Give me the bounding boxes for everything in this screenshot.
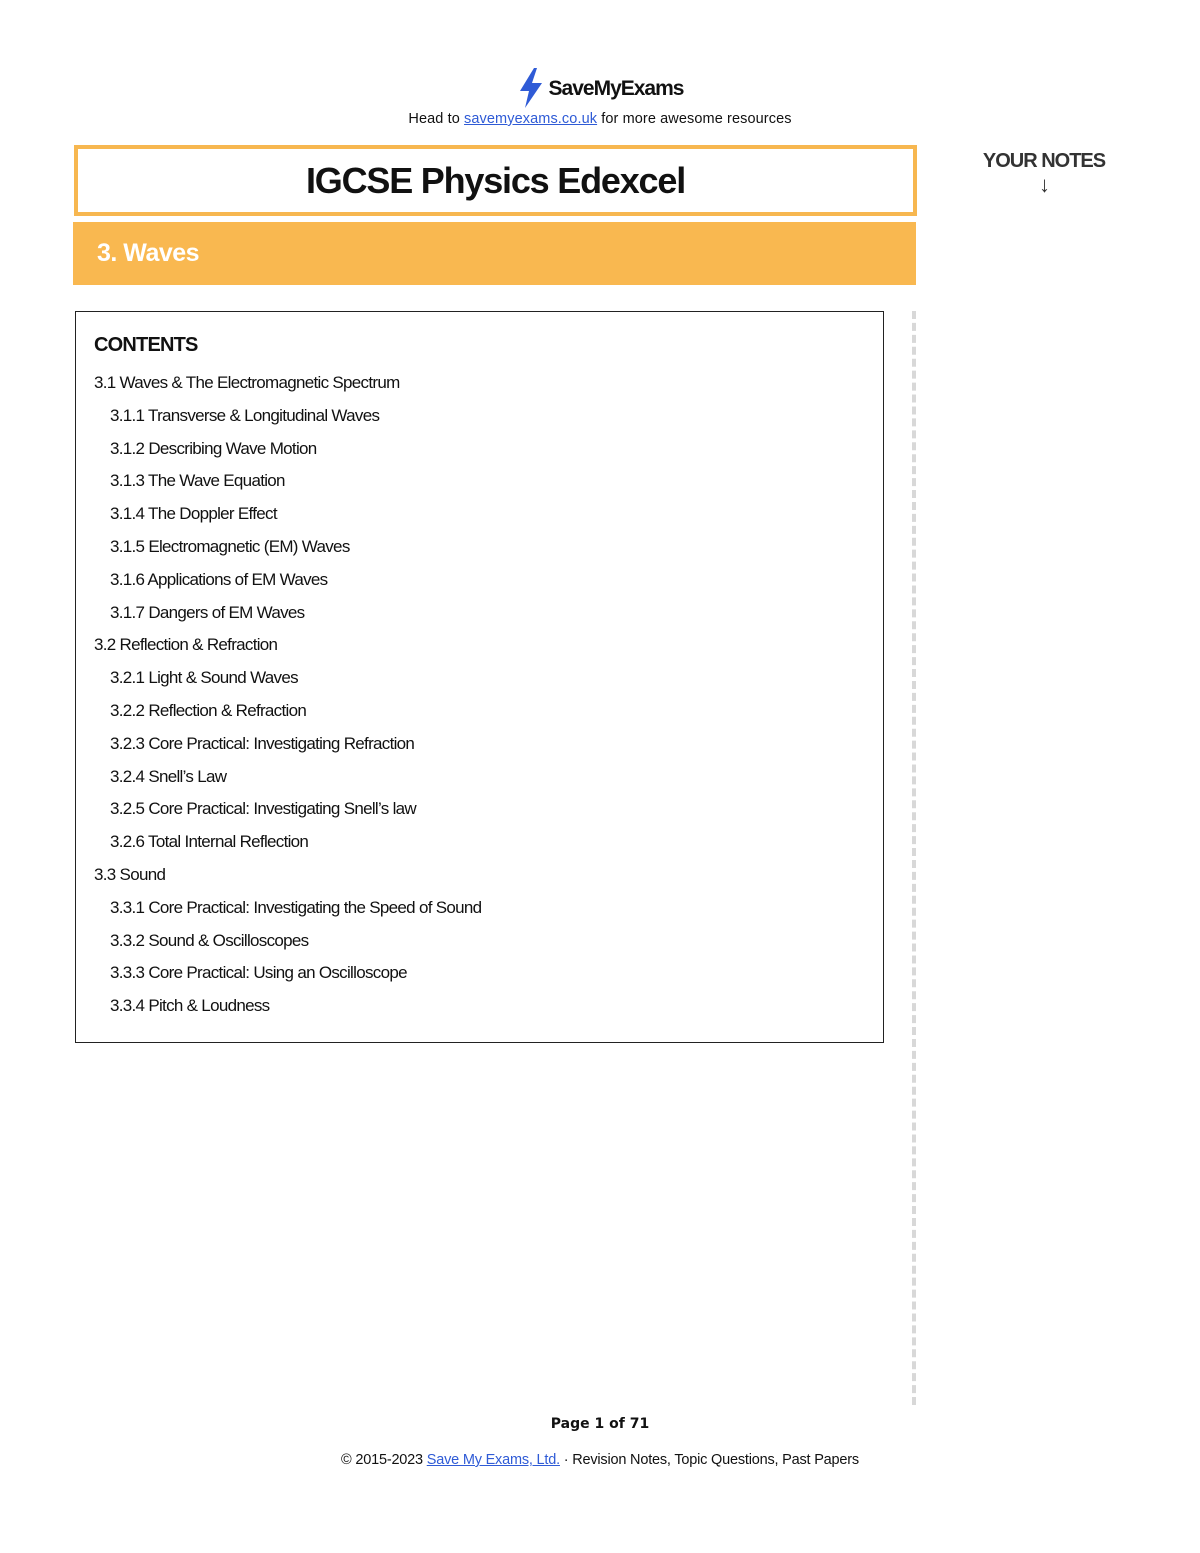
tagline-link[interactable]: savemyexams.co.uk (464, 111, 598, 127)
toc-list (94, 369, 481, 1025)
toc-item[interactable]: 3.2.6 Total Internal Reflection (110, 832, 309, 852)
toc-item[interactable]: 3.2.3 Core Practical: Investigating Refraction (110, 733, 415, 753)
toc-item[interactable]: 3.2.4 Snell’s Law (110, 766, 227, 786)
copyright-suffix: · Revision Notes, Topic Questions, Past Papers (559, 1452, 859, 1468)
toc-item[interactable]: 3.2 Reflection & Refraction (94, 635, 278, 655)
copyright-link[interactable]: Save My Exams, Ltd. (426, 1452, 560, 1468)
toc-item[interactable]: 3.1.4 The Doppler Effect (110, 504, 277, 524)
copyright-prefix: © 2015-2023 (341, 1452, 427, 1468)
notes-divider (912, 311, 916, 1405)
toc-item[interactable]: 3.1.2 Describing Wave Motion (110, 438, 317, 458)
section-banner (73, 222, 916, 285)
tagline-prefix: Head to (408, 111, 465, 127)
toc-item[interactable]: 3.3.1 Core Practical: Investigating the Speed of Sound (110, 897, 482, 917)
page-number: Page 1 of 71 (550, 1416, 650, 1432)
toc-item[interactable]: 3.1 Waves & The Electromagnetic Spectrum (94, 373, 400, 392)
toc-item[interactable]: 3.2.1 Light & Sound Waves (110, 668, 298, 688)
document-title: IGCSE Physics Edexcel (305, 159, 685, 201)
section-title: 3. Waves (97, 239, 200, 267)
toc-item[interactable]: 3.1.1 Transverse & Longitudinal Waves (110, 405, 380, 425)
your-notes-panel (960, 148, 1128, 196)
toc-item[interactable]: 3.3.4 Pitch & Loudness (110, 996, 270, 1016)
toc-item[interactable]: 3.3.3 Core Practical: Using an Oscilloscope (110, 963, 407, 983)
title-box (74, 145, 917, 216)
toc-item[interactable]: 3.1.7 Dangers of EM Waves (110, 602, 305, 622)
your-notes-label: YOUR NOTES (982, 150, 1106, 172)
arrow-down-icon: ↓ (1039, 172, 1049, 197)
copyright (0, 1452, 1200, 1468)
brand-logo[interactable] (0, 66, 1200, 110)
tagline-suffix: for more awesome resources (597, 111, 792, 127)
tagline (0, 111, 1200, 127)
toc-item[interactable]: 3.1.6 Applications of EM Waves (110, 569, 328, 589)
contents-box (75, 311, 884, 1043)
toc-item[interactable]: 3.3.2 Sound & Oscilloscopes (110, 930, 309, 950)
toc-item[interactable]: 3.2.2 Reflection & Refraction (110, 700, 307, 720)
contents-heading: CONTENTS (94, 334, 198, 356)
toc-item[interactable]: 3.1.3 The Wave Equation (110, 471, 285, 491)
toc-item[interactable]: 3.3 Sound (94, 864, 166, 884)
lightning-bolt-icon (517, 67, 545, 109)
toc-item[interactable]: 3.1.5 Electromagnetic (EM) Waves (110, 536, 350, 556)
toc-item[interactable]: 3.2.5 Core Practical: Investigating Snell’s law (110, 799, 417, 819)
brand-name: SaveMyExams (548, 77, 684, 100)
